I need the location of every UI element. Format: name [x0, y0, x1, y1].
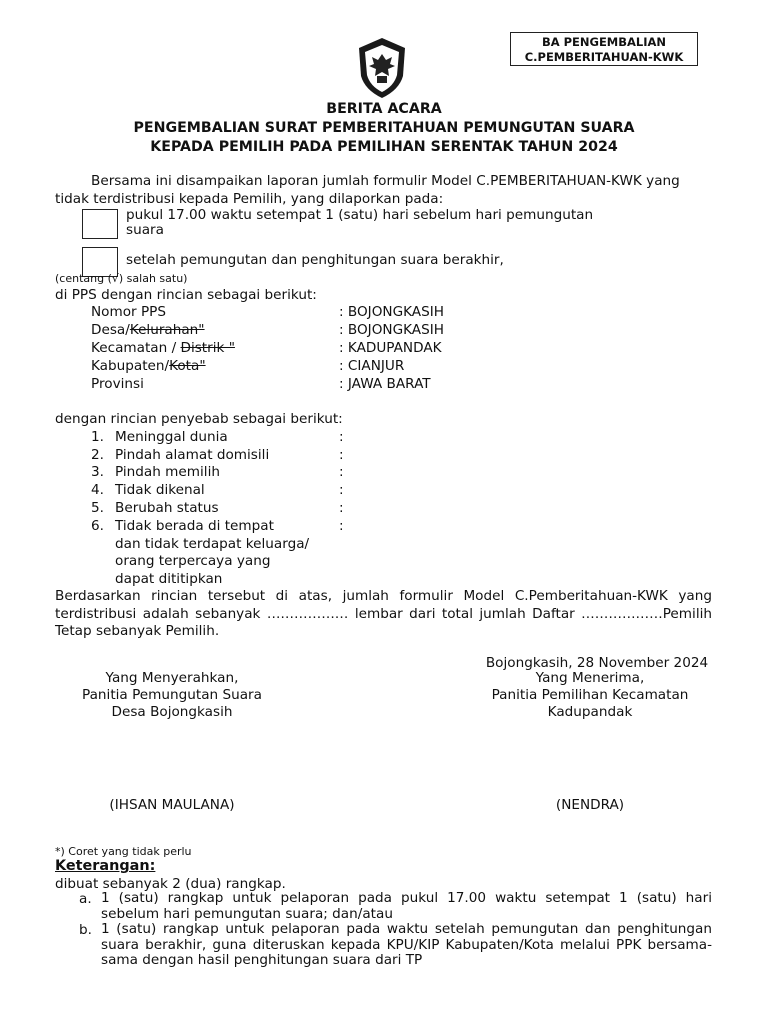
reason-6-label-line4: dapat dititipkan: [115, 571, 223, 587]
reason-3-label: Pindah memilih: [115, 464, 220, 480]
form-code-badge: [510, 32, 698, 66]
keterangan-a-text: 1 (satu) rangkap untuk pelaporan pada pukul 17.00 waktu setempat 1 (satu) hari sebelum hari pemungutan suara; dan/atau: [101, 890, 712, 922]
reason-4-number: 4.: [91, 482, 104, 498]
reason-6-colon: :: [339, 518, 344, 534]
reason-2-colon: :: [339, 447, 344, 463]
option-1-label-cont: suara: [126, 222, 164, 238]
left-signer-name: (IHSAN MAULANA): [109, 797, 235, 813]
kecamatan-label: [91, 340, 235, 356]
reason-2-label: Pindah alamat domisili: [115, 447, 270, 463]
keterangan-heading: Keterangan:: [55, 858, 156, 874]
nomor-pps-label: Nomor PPS: [91, 304, 166, 320]
kabupaten-label-main: Kabupaten/: [91, 358, 170, 374]
kabupaten-label-struck: Kota": [169, 358, 206, 374]
desa-label-main: Desa/: [91, 322, 130, 338]
provinsi-value: : JAWA BARAT: [339, 376, 431, 392]
kpu-logo-icon: [355, 36, 409, 100]
left-signer-committee: Panitia Pemungutan Suara: [82, 687, 262, 703]
reasons-intro: dengan rincian penyebab sebagai berikut:: [55, 411, 343, 427]
footnote: *) Coret yang tidak perlu: [55, 845, 192, 858]
keterangan-intro: dibuat sebanyak 2 (dua) rangkap.: [55, 876, 286, 892]
option-1-checkbox[interactable]: [82, 209, 118, 239]
keterangan-b-text: 1 (satu) rangkap untuk pelaporan pada waktu setelah pemungutan dan penghitungan suara berakhir, guna diteruskan kepada KPU/KIP Kabupaten/Kota melalui PPK bersama-sama dengan hasil penghitungan suara dari TP: [101, 921, 712, 968]
reason-3-colon: :: [339, 464, 344, 480]
intro-line-2: tidak terdistribusi kepada Pemilih, yang dilaporkan pada:: [55, 191, 444, 207]
document-subtitle-1: PENGEMBALIAN SURAT PEMBERITAHUAN PEMUNGUTAN SUARA: [133, 120, 635, 136]
option-1-label: pukul 17.00 waktu setempat 1 (satu) hari sebelum hari pemungutan: [126, 207, 594, 223]
badge-line2: C.PEMBERITAHUAN-KWK: [524, 50, 684, 64]
nomor-pps-value: : BOJONGKASIH: [339, 304, 444, 320]
reason-5-colon: :: [339, 500, 344, 516]
reason-1-colon: :: [339, 429, 344, 445]
right-signer-district: Kadupandak: [547, 704, 633, 720]
reason-2-number: 2.: [91, 447, 104, 463]
kabupaten-label: [91, 358, 206, 374]
reason-1-label: Meninggal dunia: [115, 429, 228, 445]
place-date: Bojongkasih, 28 November 2024: [485, 655, 709, 671]
kecamatan-value: : KADUPANDAK: [339, 340, 442, 356]
right-signer-name: (NENDRA): [555, 797, 625, 813]
reason-5-label: Berubah status: [115, 500, 219, 516]
reason-4-label: Tidak dikenal: [115, 482, 205, 498]
desa-value: : BOJONGKASIH: [339, 322, 444, 338]
checkbox-note: (centang (√) salah satu): [55, 272, 188, 285]
document-subtitle-2: KEPADA PEMILIH PADA PEMILIHAN SERENTAK TAHUN 2024: [150, 139, 618, 155]
provinsi-label: Provinsi: [91, 376, 144, 392]
badge-line1: BA PENGEMBALIAN: [541, 35, 667, 49]
keterangan-a-label: a.: [79, 891, 92, 907]
kecamatan-label-struck: Distrik ": [180, 340, 235, 356]
right-signer-committee: Panitia Pemilihan Kecamatan: [491, 687, 689, 703]
reason-1-number: 1.: [91, 429, 104, 445]
desa-label-struck: Kelurahan": [129, 322, 205, 338]
reason-6-label-line2: dan tidak terdapat keluarga/: [115, 536, 310, 552]
reason-4-colon: :: [339, 482, 344, 498]
summary-paragraph: Berdasarkan rincian tersebut di atas, jumlah formulir Model C.Pemberitahuan-KWK yang terdistribusi adalah sebanyak ……………… lembar dari total jumlah Daftar ………………Pemilih Tetap sebanyak Pemilih.: [55, 588, 712, 639]
reason-6-number: 6.: [91, 518, 104, 534]
reason-6-label-line3: orang terpercaya yang: [115, 553, 271, 569]
intro-line-1: Bersama ini disampaikan laporan jumlah formulir Model C.PEMBERITAHUAN-KWK yang: [91, 173, 680, 189]
document-title: BERITA ACARA: [326, 101, 442, 117]
reason-3-number: 3.: [91, 464, 104, 480]
right-signer-role: Yang Menerima,: [535, 670, 645, 686]
option-2-label: setelah pemungutan dan penghitungan suara berakhir,: [126, 252, 504, 268]
pps-intro: di PPS dengan rincian sebagai berikut:: [55, 287, 317, 303]
left-signer-role: Yang Menyerahkan,: [105, 670, 239, 686]
kecamatan-label-main: Kecamatan /: [91, 340, 181, 356]
reason-5-number: 5.: [91, 500, 104, 516]
keterangan-b-label: b.: [79, 922, 92, 938]
left-signer-village: Desa Bojongkasih: [111, 704, 233, 720]
desa-label: [91, 322, 205, 338]
kabupaten-value: : CIANJUR: [339, 358, 405, 374]
reason-6-label: Tidak berada di tempat: [115, 518, 274, 534]
